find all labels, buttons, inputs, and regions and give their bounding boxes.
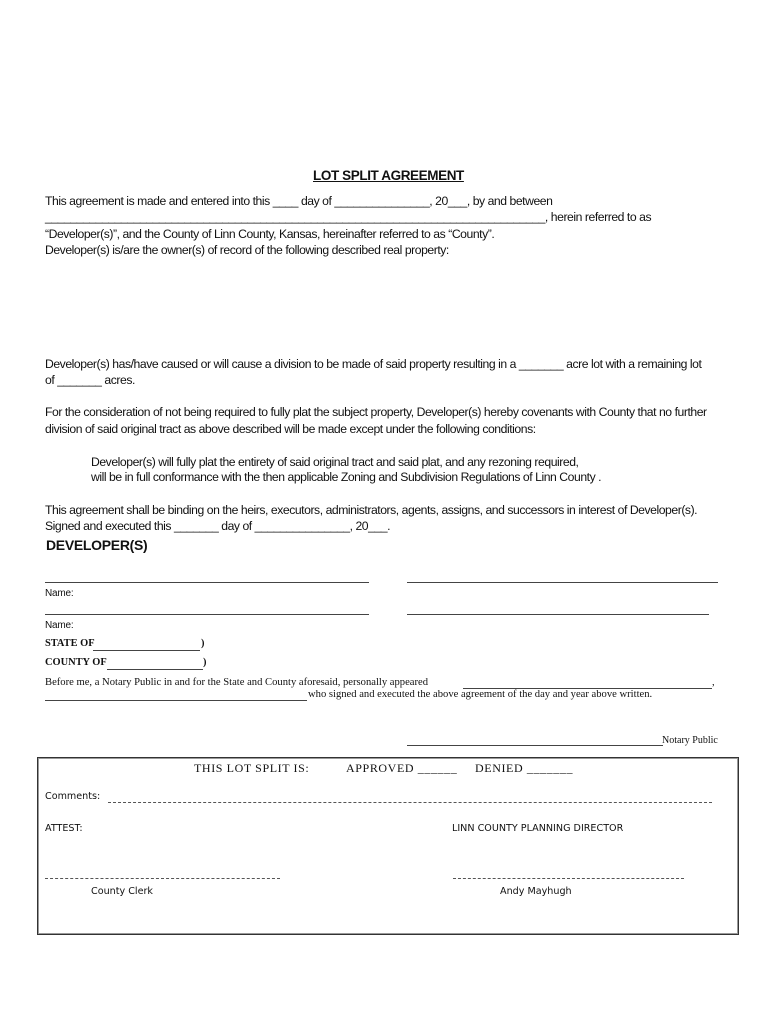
name-label-1: Name: [45,588,74,599]
notary-line-2: who signed and executed the above agreement of the day and year above written. [308,689,653,700]
comments-label: Comments: [45,791,101,802]
condition-line-1: Developer(s) will fully plat the entirety of said original tract and said plat, and any rezoning required, [91,455,579,469]
signed-by-blank[interactable] [45,700,307,701]
attest-label: ATTEST: [45,823,83,834]
division-line-1: Developer(s) has/have caused or will cause a division to be made of said property resulting in a _______ acre lot with a remaining lot [45,357,702,371]
condition-line-2: will be in full conformance with the then applicable Zoning and Subdivision Regulations of Linn County . [91,470,602,484]
clerk-signature-line[interactable] [45,878,280,879]
intro-line-3: “Developer(s)”, and the County of Linn County, Kansas, hereinafter referred to as “County”. [45,227,495,241]
notary-line-1: Before me, a Notary Public in and for the State and County aforesaid, personally appeared [45,677,429,688]
developer-signature-line-3[interactable] [45,614,369,615]
planning-director-label: LINN COUNTY PLANNING DIRECTOR [452,823,624,834]
denied-option[interactable]: DENIED _______ [475,761,574,775]
developer-heading: DEVELOPER(S) [46,537,148,553]
developer-signature-line-1[interactable] [45,582,369,583]
name-label-2: Name: [45,620,74,631]
consideration-line-1: For the consideration of not being required to fully plat the subject property, Developer(s) hereby covenants with County that no further [45,405,707,419]
intro-line-1: This agreement is made and entered into this ____ day of _______________, 20___, by and between [45,194,553,208]
developer-signature-line-2[interactable] [407,582,718,583]
county-paren: ) [203,657,207,668]
consideration-line-2: division of said original tract as above described will be made except under the following conditions: [45,422,536,436]
developer-signature-line-4[interactable] [407,614,709,615]
comments-line[interactable] [108,802,712,803]
county-clerk-label: County Clerk [91,886,153,897]
notary-line-1-comma: , [712,677,715,688]
notary-signature-line[interactable] [407,745,663,746]
director-name: Andy Mayhugh [500,886,572,897]
division-line-2: of _______ acres. [45,373,135,387]
intro-line-2: _______________________________________________________________________________, herein referred to as [45,210,652,224]
lot-split-status-label: THIS LOT SPLIT IS: [194,761,310,775]
document-title: LOT SPLIT AGREEMENT [313,168,464,183]
binding-line-2: Signed and executed this _______ day of _______________, 20___. [45,519,391,533]
approval-box [37,757,739,935]
state-blank[interactable] [93,650,200,651]
approved-option[interactable]: APPROVED ______ [346,761,458,775]
county-label: COUNTY OF [45,657,107,668]
binding-line-1: This agreement shall be binding on the heirs, executors, administrators, agents, assigns, and successors in interest of Developer(s). [45,503,698,517]
intro-line-4: Developer(s) is/are the owner(s) of record of the following described real property: [45,243,449,257]
director-signature-line[interactable] [453,878,684,879]
county-blank[interactable] [107,669,203,670]
notary-public-label: Notary Public [662,735,718,746]
state-label: STATE OF [45,638,95,649]
state-paren: ) [201,638,205,649]
